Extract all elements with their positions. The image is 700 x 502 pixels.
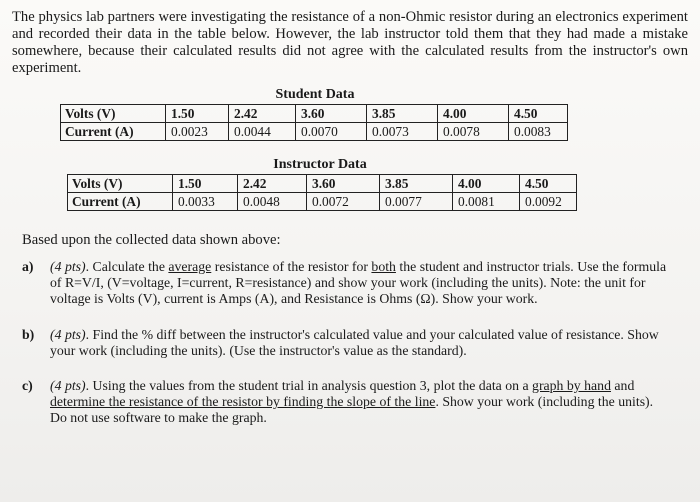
question-c-body	[50, 378, 668, 426]
question-a-text: . Calculate the	[85, 259, 169, 274]
student-current-cell: 0.0078	[438, 123, 509, 141]
question-c-letter: c)	[22, 378, 33, 393]
instructor-volts-row	[68, 175, 577, 193]
instructor-volts-cell: 4.50	[520, 175, 577, 193]
instructor-volts-label: Volts (V)	[68, 175, 173, 193]
instructor-volts-cell: 1.50	[173, 175, 238, 193]
question-a-body	[50, 259, 668, 307]
student-volts-row	[61, 105, 568, 123]
question-a-underline: both	[371, 259, 396, 274]
student-data-table	[60, 104, 568, 141]
student-current-cell: 0.0023	[166, 123, 229, 141]
question-b-body	[50, 327, 668, 359]
instructor-current-cell: 0.0072	[307, 193, 380, 211]
question-a	[22, 259, 668, 307]
question-a-text: the student and instructor trials. Use the formula of R=V/I, (V=voltage, I=current, R=resistance) and show your work (including the units). Note: the unit for voltage is Volts (V), current is Amps (A), and Resistance is Ohms (Ω). Show your work.	[50, 259, 667, 306]
instructor-current-cell: 0.0048	[238, 193, 307, 211]
instructor-current-cell: 0.0081	[453, 193, 520, 211]
instructor-volts-cell: 3.60	[307, 175, 380, 193]
student-current-row	[61, 123, 568, 141]
student-current-cell: 0.0083	[509, 123, 568, 141]
instructor-current-cell: 0.0033	[173, 193, 238, 211]
question-c-text: and	[610, 378, 635, 393]
instructor-data-caption: Instructor Data	[273, 157, 367, 172]
question-c-text: . Using the values from the student trial in analysis question 3, plot the data on a	[85, 378, 533, 393]
question-c-text: . Show your work (including the units). Do not use software to make the graph.	[50, 394, 654, 425]
student-data-caption: Student Data	[275, 87, 355, 102]
instructor-current-label: Current (A)	[68, 193, 173, 211]
question-c	[22, 378, 668, 426]
student-current-cell: 0.0073	[367, 123, 438, 141]
student-volts-cell: 4.00	[438, 105, 509, 123]
student-volts-cell: 3.60	[296, 105, 367, 123]
question-c-points: (4 pts)	[50, 378, 86, 393]
instructor-volts-cell: 2.42	[238, 175, 307, 193]
student-volts-cell: 1.50	[166, 105, 229, 123]
based-upon-text: Based upon the collected data shown above:	[22, 232, 281, 248]
student-volts-cell: 2.42	[229, 105, 296, 123]
question-a-letter: a)	[22, 259, 34, 274]
question-a-points: (4 pts)	[50, 259, 86, 274]
student-current-cell: 0.0070	[296, 123, 367, 141]
intro-paragraph: The physics lab partners were investigating the resistance of a non-Ohmic resistor during an electronics experiment and recorded their data in the table below. However, the lab instructor told them that they had made a mistake somewhere, because their calculated results did not agree with the calculated results from the instructor's own experiment.	[12, 9, 688, 76]
question-b-text: . Find the % diff between the instructor's calculated value and your calculated value of resistance. Show your work (including the units). (Use the instructor's value as the standard).	[50, 327, 659, 358]
instructor-current-cell: 0.0077	[380, 193, 453, 211]
question-c-underline: graph by hand	[532, 378, 611, 393]
student-volts-label: Volts (V)	[61, 105, 166, 123]
question-b-points: (4 pts)	[50, 327, 86, 342]
question-a-underline: average	[168, 259, 212, 274]
question-b	[22, 327, 668, 359]
question-c-underline: determine the resistance of the resistor by finding the slope of the line	[50, 394, 436, 409]
question-b-letter: b)	[22, 327, 35, 342]
instructor-current-cell: 0.0092	[520, 193, 577, 211]
student-current-cell: 0.0044	[229, 123, 296, 141]
student-volts-cell: 3.85	[367, 105, 438, 123]
student-current-label: Current (A)	[61, 123, 166, 141]
question-a-text: resistance of the resistor for	[211, 259, 372, 274]
instructor-volts-cell: 4.00	[453, 175, 520, 193]
instructor-data-table	[67, 174, 577, 211]
instructor-current-row	[68, 193, 577, 211]
student-volts-cell: 4.50	[509, 105, 568, 123]
instructor-volts-cell: 3.85	[380, 175, 453, 193]
